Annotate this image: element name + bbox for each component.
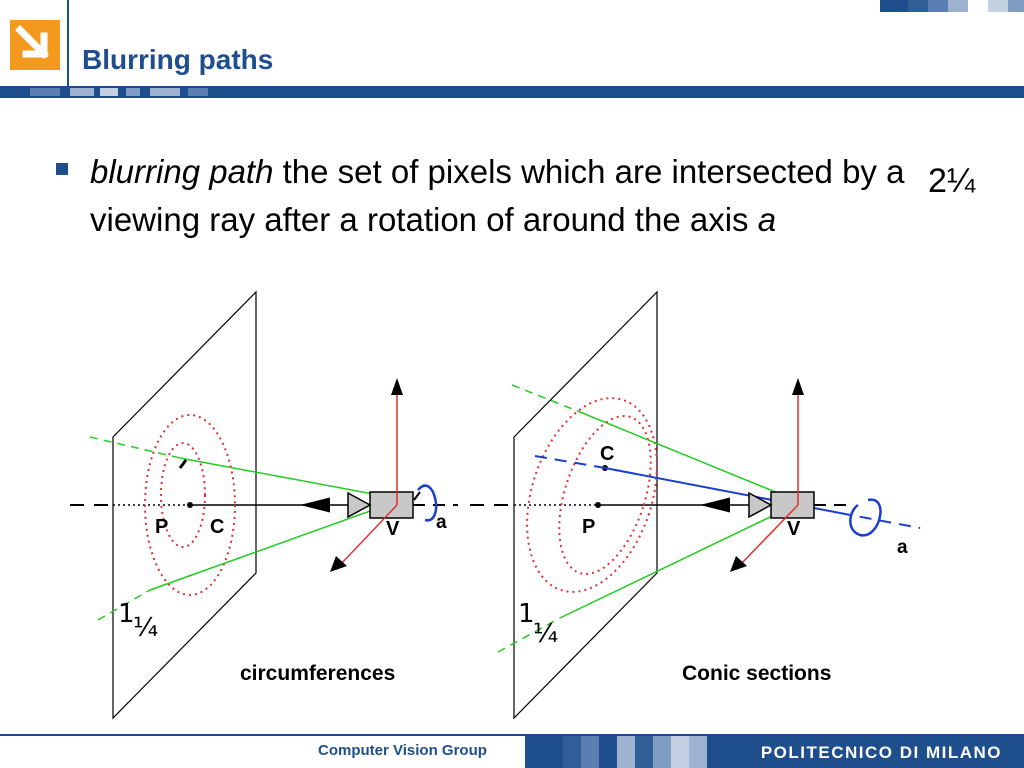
up-arrow-right — [792, 378, 804, 395]
header-stripes — [880, 0, 1024, 12]
label-a-right: a — [897, 537, 908, 558]
camera-lens-right — [749, 493, 771, 517]
point-p-left — [187, 502, 193, 508]
footer-group-label: Computer Vision Group — [318, 742, 487, 759]
left-diagram — [70, 292, 458, 718]
camera-body-left — [370, 492, 413, 518]
axis-arrow-left — [302, 498, 330, 512]
green-dash-top-right — [512, 385, 580, 412]
green-dash-top-left — [90, 437, 180, 458]
label-p-right: P — [582, 516, 596, 538]
fraction-left: ¼ — [133, 613, 159, 643]
fraction-prefix-left: 1 — [118, 599, 135, 629]
institution-name: POLITECNICO DI MILANO — [760, 743, 1002, 762]
green-ray-top-left — [180, 458, 395, 498]
politecnico-logo — [0, 0, 70, 86]
bullet-body: the set of pixels which are intersected by a viewing ray after a rotation of around the axis — [90, 153, 905, 238]
tick-mark-left — [180, 460, 186, 468]
fraction-prefix-right: 1 — [518, 599, 535, 629]
label-c-right: C — [600, 443, 615, 465]
camera-body-right — [771, 492, 814, 518]
fraction-right: ¼ — [533, 619, 559, 649]
down-arrow-left — [330, 556, 347, 572]
axis-symbol: a — [757, 201, 777, 238]
side-label: 2¼ — [928, 162, 976, 200]
red-conic-inner-right — [542, 405, 669, 586]
red-conic-outer-right — [504, 381, 680, 608]
term-italic: blurring path — [90, 153, 274, 190]
bullet-text — [90, 148, 930, 244]
right-diagram — [470, 292, 920, 718]
page-title: Blurring paths — [82, 44, 274, 75]
label-a-left: a — [436, 512, 447, 533]
label-p-left: P — [155, 516, 169, 538]
caption-left: circumferences — [240, 662, 396, 685]
up-arrow-left — [391, 378, 403, 395]
header-bar — [0, 86, 1024, 98]
bullet-icon — [56, 163, 68, 175]
rotation-icon-left — [418, 486, 436, 521]
camera-lens-left — [348, 493, 370, 517]
label-c-left: C — [210, 516, 225, 538]
label-v-right: V — [787, 518, 801, 540]
axis-arrow-right — [702, 498, 730, 512]
rotation-tick-left — [414, 492, 420, 500]
point-p-right — [595, 502, 601, 508]
blue-dash-left-right — [535, 456, 605, 468]
down-arrow-right — [730, 556, 747, 572]
blurring-diagram — [0, 280, 1024, 730]
caption-right: Conic sections — [682, 662, 832, 685]
label-v-left: V — [386, 518, 400, 540]
